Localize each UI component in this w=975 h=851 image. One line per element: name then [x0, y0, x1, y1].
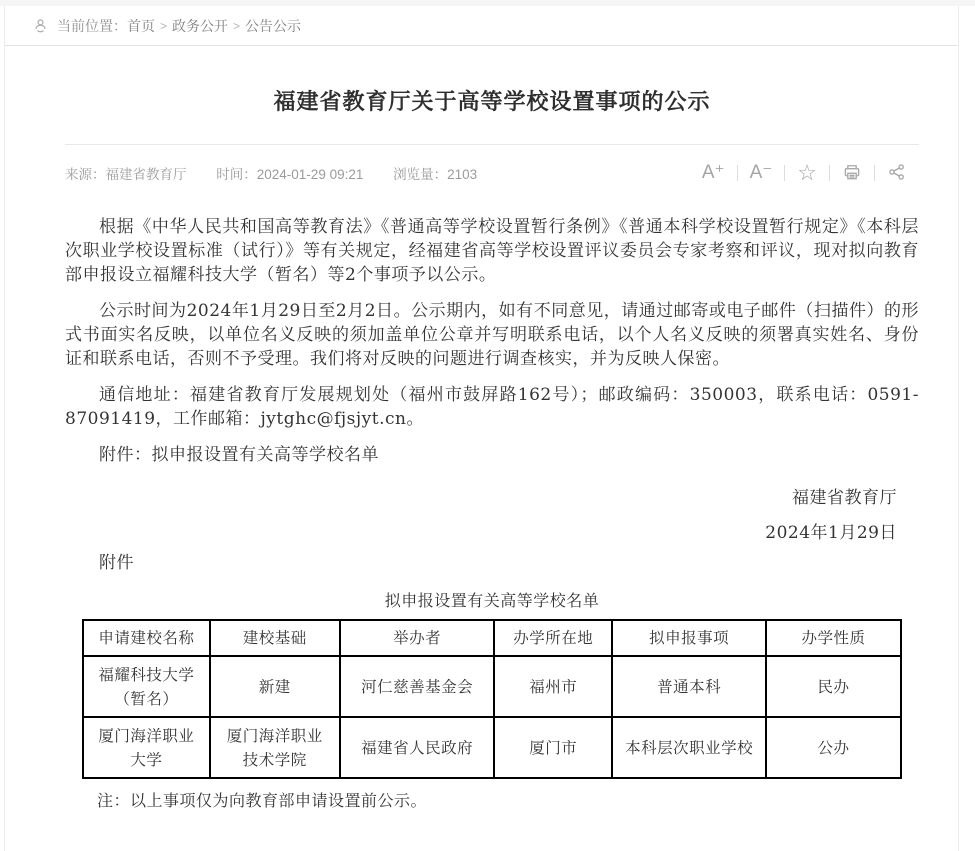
breadcrumb-separator: > — [160, 18, 168, 33]
signature-date: 2024年1月29日 — [765, 523, 897, 543]
table-cell: 新建 — [210, 656, 340, 717]
print-button[interactable] — [830, 162, 874, 185]
breadcrumb-label: 当前位置： — [57, 17, 127, 34]
font-increase-button[interactable]: A⁺ — [690, 163, 737, 183]
table-row — [83, 656, 901, 717]
article-body — [65, 215, 919, 813]
meta-info — [65, 163, 503, 183]
printer-icon — [842, 162, 862, 185]
table-cell: 厦门市 — [494, 717, 612, 778]
favorite-star-button[interactable]: ☆ — [785, 162, 829, 184]
breadcrumb-link-home[interactable]: 首页 — [127, 17, 155, 34]
meta-bar — [65, 153, 919, 193]
article — [5, 86, 958, 813]
attachment-reference: 附件：拟申报设置有关高等学校名单 — [99, 445, 379, 465]
breadcrumb — [5, 6, 958, 46]
paragraph: 公示时间为2024年1月29日至2月2日。公示期内，如有不同意见，请通过邮寄或电子邮件（扫描件）的形式书面实名反映，以单位名义反映的须加盖单位公章并写明联系电话，以个人名义反映的须署真实姓名、身份证和联系电话，否则不予受理。我们将对反映的问题进行调查核实，并为反映人保密。 — [65, 301, 919, 369]
paragraph: 根据《中华人民共和国高等教育法》《普通高等学校设置暂行条例》《普通本科学校设置暂行规定》《本科层次职业学校设置标准（试行）》等有关规定，经福建省高等学校设置评议委员会专家考察和评议，现对拟向教育部申报设立福耀科技大学（暂名）等2个事项予以公示。 — [65, 217, 919, 285]
article-toolbar — [690, 162, 919, 185]
table-cell: 普通本科 — [612, 656, 766, 717]
signature-org: 福建省教育厅 — [792, 488, 897, 508]
breadcrumb-separator: > — [233, 18, 241, 33]
table-cell: 公办 — [766, 717, 901, 778]
schools-table — [82, 619, 902, 779]
table-cell: 河仁慈善基金会 — [340, 656, 495, 717]
attachment-label: 附件 — [99, 553, 134, 573]
page-title: 福建省教育厅关于高等学校设置事项的公示 — [273, 89, 711, 114]
title-divider — [65, 144, 919, 145]
table-cell: 本科层次职业学校 — [612, 717, 766, 778]
paragraph: 通信地址：福建省教育厅发展规划处（福州市鼓屏路162号）；邮政编码：350003，联系电话：0591-87091419，工作邮箱：jytghc@fjsjyt.cn。 — [65, 385, 919, 429]
table-header-cell: 建校基础 — [210, 620, 340, 656]
table-cell: 福耀科技大学（暂名） — [83, 656, 210, 717]
font-decrease-button[interactable]: A⁻ — [738, 163, 785, 183]
table-row — [83, 717, 901, 778]
location-person-icon — [32, 17, 49, 34]
table-title: 拟申报设置有关高等学校名单 — [384, 591, 600, 610]
breadcrumb-link-zhengwu[interactable]: 政务公开 — [172, 17, 229, 34]
table-cell: 福建省人民政府 — [340, 717, 495, 778]
meta-time: 时间：2024-01-29 09:21 — [216, 167, 364, 182]
meta-views: 浏览量：2103 — [393, 167, 478, 182]
table-header-cell: 举办者 — [340, 620, 495, 656]
table-cell: 民办 — [766, 656, 901, 717]
table-cell: 厦门海洋职业大学 — [83, 717, 210, 778]
table-header-cell: 办学所在地 — [494, 620, 612, 656]
note-text: 注：以上事项仅为向教育部申请设置前公示。 — [97, 791, 428, 810]
share-button[interactable] — [875, 162, 919, 185]
table-header-cell: 申请建校名称 — [83, 620, 210, 656]
table-cell: 厦门海洋职业技术学院 — [210, 717, 340, 778]
table-header-row — [83, 620, 901, 656]
signature-block — [65, 481, 919, 551]
meta-source: 来源：福建省教育厅 — [65, 167, 187, 182]
table-cell: 福州市 — [494, 656, 612, 717]
table-header-cell: 拟申报事项 — [612, 620, 766, 656]
share-icon — [887, 162, 907, 185]
breadcrumb-link-gonggao[interactable]: 公告公示 — [245, 17, 302, 34]
page-card — [4, 6, 959, 851]
table-header-cell: 办学性质 — [766, 620, 901, 656]
